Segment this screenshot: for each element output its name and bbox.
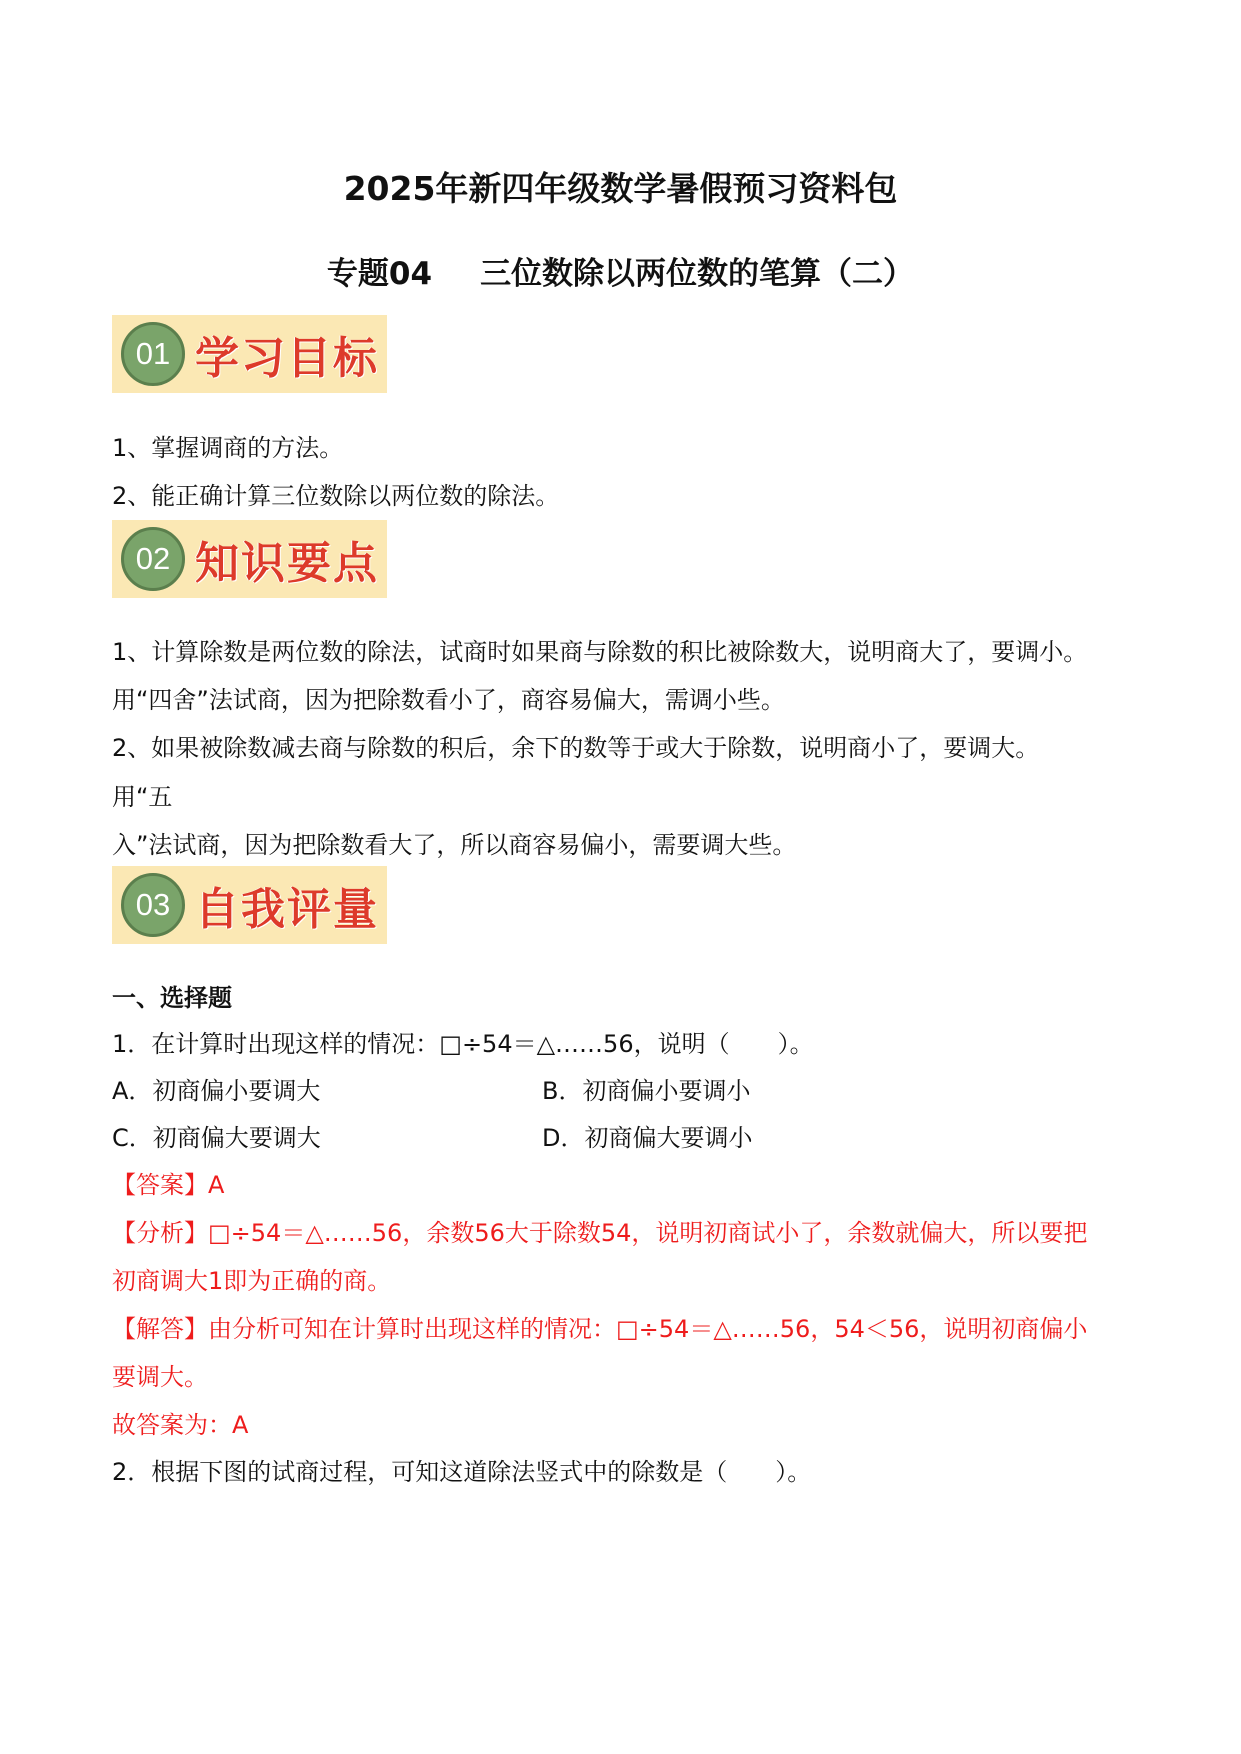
analysis-text: □÷54＝△……56，余数56大于除数54，说明初商试小了，余数就偏大，所以要把 bbox=[208, 1219, 1088, 1247]
answer-label: 【答案】 bbox=[112, 1171, 208, 1199]
answer-value: A bbox=[208, 1171, 225, 1199]
section-title: 学习目标 bbox=[195, 333, 379, 384]
section-title: 自我评量 bbox=[195, 884, 379, 935]
section-title: 知识要点 bbox=[195, 538, 379, 589]
solution-line-continued: 要调大。 bbox=[112, 1363, 208, 1391]
section-number-badge: 01 bbox=[121, 322, 185, 386]
page-title: 2025年新四年级数学暑假预习资料包 bbox=[343, 169, 898, 208]
analysis-line-continued: 初商调大1即为正确的商。 bbox=[112, 1267, 392, 1295]
knowledge-point-line: 用“四舍”法试商，因为把除数看小了，商容易偏大，需调小些。 bbox=[112, 686, 785, 714]
exercise-heading: 一、选择题 bbox=[112, 984, 232, 1012]
section-header-goals bbox=[112, 315, 387, 393]
question-1-stem: 1．在计算时出现这样的情况：□÷54＝△……56，说明（ ）。 bbox=[112, 1030, 814, 1058]
section-header-assessment bbox=[112, 866, 387, 944]
goal-item: 2、能正确计算三位数除以两位数的除法。 bbox=[112, 482, 560, 510]
knowledge-point-line: 1、计算除数是两位数的除法，试商时如果商与除数的积比被除数大，说明商大了，要调小。 bbox=[112, 638, 1088, 666]
knowledge-point-line: 入”法试商，因为把除数看大了，所以商容易偏小，需要调大些。 bbox=[112, 831, 797, 859]
topic-name: 三位数除以两位数的笔算（二） bbox=[480, 256, 915, 292]
topic-number: 专题04 bbox=[326, 256, 433, 292]
section-number-badge: 02 bbox=[121, 527, 185, 591]
option-b: B．初商偏小要调小 bbox=[542, 1077, 751, 1105]
option-c: C．初商偏大要调大 bbox=[112, 1124, 321, 1152]
solution-line bbox=[112, 1309, 1087, 1344]
final-answer: 故答案为：A bbox=[112, 1411, 249, 1439]
analysis-label: 【分析】 bbox=[112, 1219, 208, 1247]
option-a: A．初商偏小要调大 bbox=[112, 1077, 321, 1105]
option-d: D．初商偏大要调小 bbox=[542, 1124, 753, 1152]
section-header-points bbox=[112, 520, 387, 598]
goal-item: 1、掌握调商的方法。 bbox=[112, 434, 344, 462]
answer-line bbox=[112, 1165, 224, 1200]
analysis-line bbox=[112, 1213, 1087, 1248]
page-subtitle bbox=[0, 248, 1241, 293]
section-number-badge: 03 bbox=[121, 873, 185, 937]
solution-text: 由分析可知在计算时出现这样的情况：□÷54＝△……56，54＜56，说明初商偏小 bbox=[208, 1315, 1088, 1343]
knowledge-point-line: 用“五 bbox=[112, 783, 173, 811]
solution-label: 【解答】 bbox=[112, 1315, 208, 1343]
knowledge-point-line: 2、如果被除数减去商与除数的积后，余下的数等于或大于除数，说明商小了，要调大。 bbox=[112, 734, 1040, 762]
question-2-stem: 2．根据下图的试商过程，可知这道除法竖式中的除数是（ ）。 bbox=[112, 1458, 812, 1486]
